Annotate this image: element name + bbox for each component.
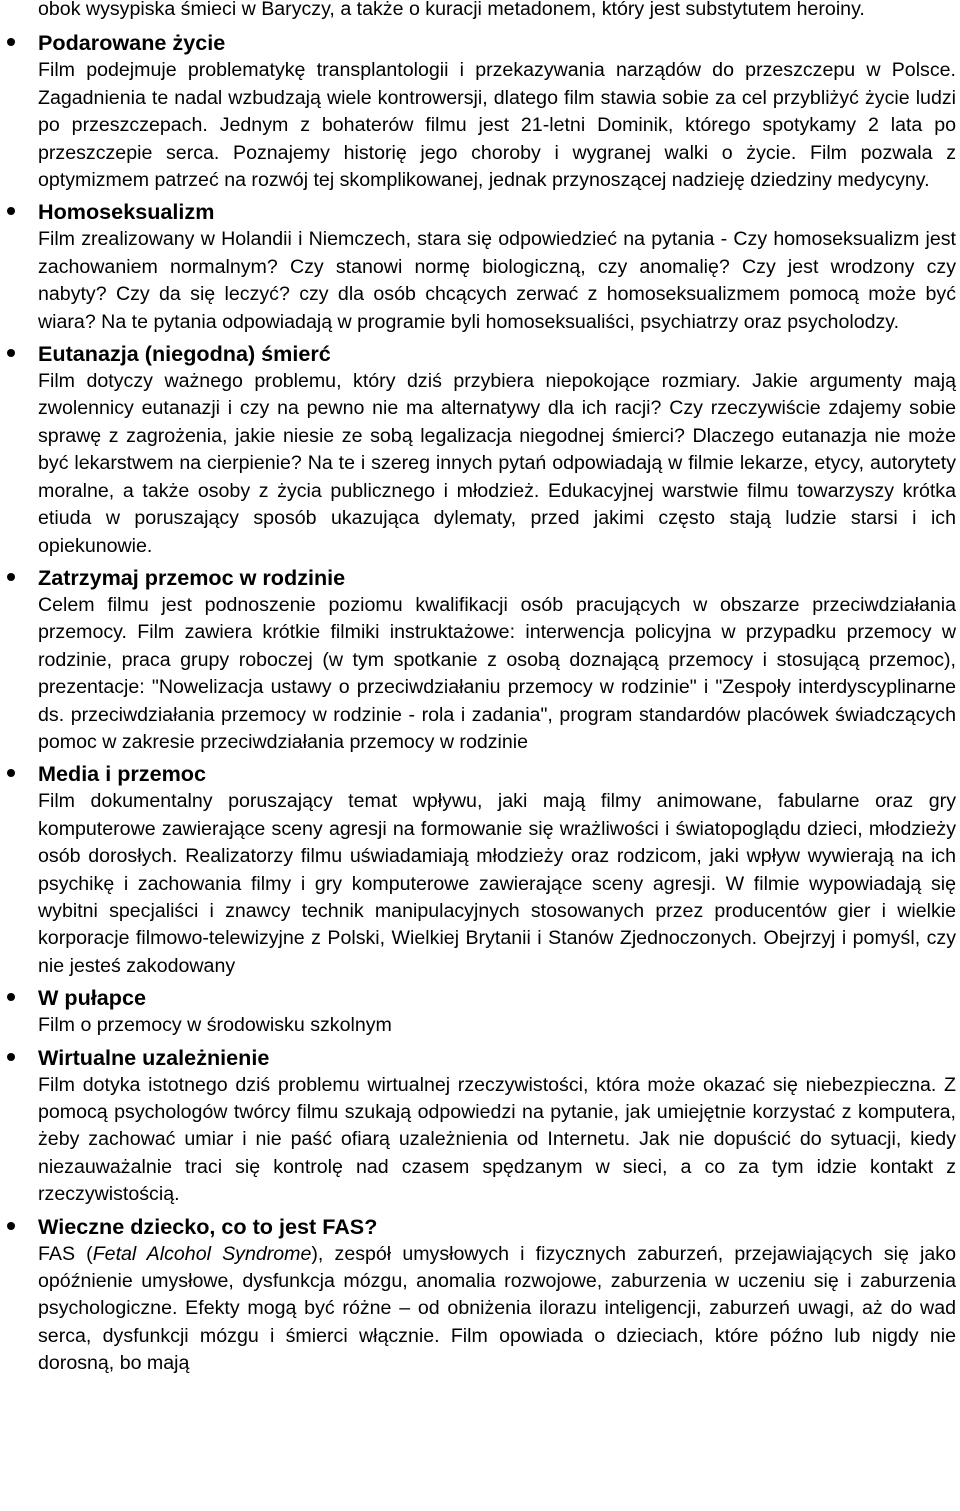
bullet-icon: [7, 1222, 15, 1230]
description-text: FAS (: [38, 1242, 93, 1265]
item-description: [38, 1241, 956, 1378]
item-description: Celem filmu jest podnoszenie poziomu kwalifikacji osób pracujących w obszarze przeciwdziałania przemocy. Film zawiera krótkie filmiki instruktażowe: interwencja policyjna w przypadku przemocy w rodzinie, praca grupy roboczej (w tym spotkanie z osobą doznającą przemocy i stosującą przemoc), prezentacje: "Nowelizacja ustawy o przeciwdziałaniu przemocy w rodzinie" i "Zespoły interdyscyplinarne ds. przeciwdziałania przemocy w rodzinie - rola i zadania", program standardów placówek świadczących pomoc w zakresie przeciwdziałania przemocy w rodzinie: [38, 593, 956, 753]
item-title: Eutanazja (niegodna) śmierć: [38, 341, 331, 367]
list-item-fas: [38, 1212, 956, 1378]
item-description: Film zrealizowany w Holandii i Niemczech, stara się odpowiedzieć na pytania - Czy homoseksualizm jest zachowaniem normalnym? Czy stanowi normę biologiczną, czy anomalię? Czy jest wrodzony czy nabyty? Czy da się leczyć? czy dla osób chcących zerwać z homoseksualizmem pomocą może być wiara? Na te pytania odpowiadają w programie byli homoseksualiści, psychiatrzy oraz psycholodzy.: [38, 228, 956, 333]
item-description: Film dotyczy ważnego problemu, który dziś przybiera niepokojące rozmiary. Jakie argumenty mają zwolennicy eutanazji i czy na pewno nie ma alternatywy dla ich racji? Czy rzeczywiście zdajemy sobie sprawę z zagrożenia, jakie niesie ze sobą legalizacja niegodnej śmierci? Dlaczego eutanazja nie może być lekarstwem na cierpienie? Na te i szereg innych pytań odpowiadają w filmie lekarze, etycy, autorytety moralne, a także osoby z życia publicznego i młodzież. Edukacyjnej warstwie filmu towarzyszy krótka etiuda w poruszający sposób ukazująca dylematy, przed jakimi często stają ludzie starsi i ich opiekunowie.: [38, 370, 956, 557]
item-description: Film dotyka istotnego dziś problemu wirtualnej rzeczywistości, która może okazać się niebezpieczna. Z pomocą psychologów twórcy filmu szukają odpowiedzi na pytanie, jak umiejętnie korzystać z komputera, żeby zachować umiar i nie paść ofiarą uzależnienia od Internetu. Jak nie dopuścić do sytuacji, kiedy niezauważalnie traci się kontrolę nad czasem spędzanym w sieci, a co za tym idzie kontakt z rzeczywistością.: [38, 1073, 956, 1206]
item-title: Wirtualne uzależnienie: [38, 1044, 270, 1070]
bullet-icon: [7, 207, 15, 215]
list-item-zatrzymaj-przemoc: [38, 563, 956, 756]
item-description: Film o przemocy w środowisku szkolnym: [38, 1014, 392, 1037]
item-title: Wieczne dziecko, co to jest FAS?: [38, 1213, 378, 1239]
list-item-eutanazja: [38, 339, 956, 560]
bullet-icon: [7, 993, 15, 1001]
bullet-icon: [7, 769, 15, 777]
item-title: W pułapce: [38, 985, 146, 1011]
bullet-icon: [7, 38, 15, 46]
bullet-icon: [7, 573, 15, 581]
list-item-media-i-przemoc: [38, 759, 956, 980]
list-item-w-pulapce: [38, 983, 956, 1039]
item-description: Film podejmuje problematykę transplantologii i przekazywania narządów do przeszczepu w Polsce. Zagadnienia te nadal wzbudzają wiele kontrowersji, dlatego film stawia sobie za cel przybliżyć życie ludzi po przeszczepach. Jednym z bohaterów filmu jest 21-letni Dominik, którego spotykamy 2 lata po przeszczepie serca. Poznajemy historię jego choroby i wygranej walki o życie. Film pozwala z optymizmem patrzeć na rozwój tej skomplikowanej, jednak przynoszącej nadzieję dziedziny medycyny.: [38, 59, 956, 192]
list-item-wirtualne-uzaleznienie: [38, 1043, 956, 1209]
item-description: Film dokumentalny poruszający temat wpływu, jaki mają filmy animowane, fabularne oraz gry komputerowe zawierające sceny agresji na formowanie się wrażliwości i światopoglądu dzieci, młodzieży osób dorosłych. Realizatorzy filmu uświadamiają młodzieży oraz rodzicom, jaki wpływ wywierają na ich psychikę i zachowania filmy i gry komputerowe zawierające sceny agresji. W filmie wypowiadają się wybitni specjaliści i znawcy technik manipulacyjnych stosowanych przez producentów gier i wielkie korporacje filmowo-telewizyjne z Polski, Wielkiej Brytanii i Stanów Zjednoczonych. Obejrzyj i pomyśl, czy nie jesteś zakodowany: [38, 790, 956, 977]
description-italic-term: Fetal Alcohol Syndrome: [92, 1242, 312, 1265]
bullet-icon: [7, 349, 15, 357]
item-title: Homoseksualizm: [38, 199, 215, 225]
bullet-icon: [7, 1053, 15, 1061]
item-title: Media i przemoc: [38, 761, 206, 787]
item-title: Zatrzymaj przemoc w rodzinie: [38, 564, 346, 590]
item-title: Podarowane życie: [38, 30, 226, 56]
list-item-homoseksualizm: [38, 197, 956, 336]
list-item-podarowane-zycie: [38, 28, 956, 194]
continuation-paragraph: obok wysypiska śmieci w Baryczy, a także o kuracji metadonem, który jest substytutem heroiny.: [38, 0, 865, 20]
description-text: ), zespół umysłowych i fizycznych zaburzeń, przejawiających się jako opóźnienie umysłowe, dysfunkcja mózgu, anomalia rozwojowe, zaburzenia w uczeniu się i zaburzenia psychologiczne. Efekty mogą być różne – od obniżenia ilorazu inteligencji, zaburzeń uwagi, aż do wad serca, dysfunkcji mózgu i śmierci włącznie. Film opowiada o dzieciach, które późno lub nigdy nie dorosną, bo mają: [38, 1242, 956, 1375]
